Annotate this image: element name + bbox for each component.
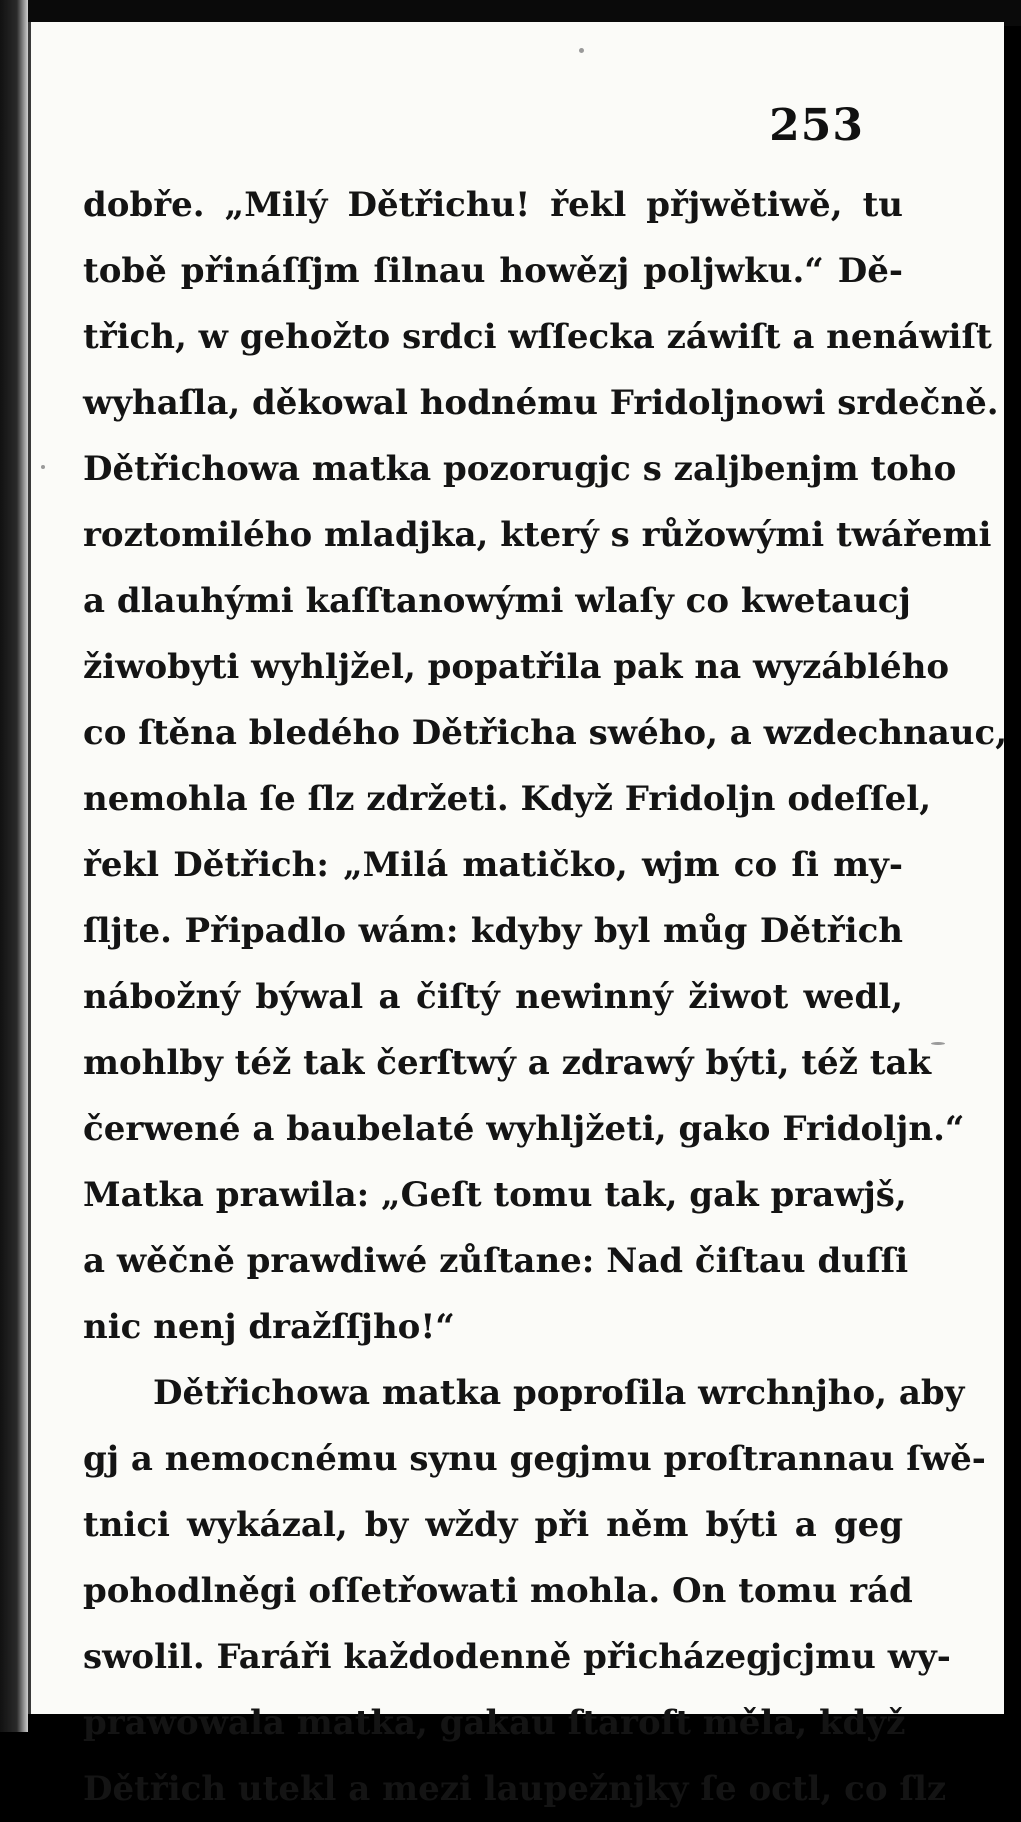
text-line: dobře. „Milý Dětřichu! řekl přjwětiwě, tu — [83, 185, 903, 225]
text-line: nemohla ſe ſlz zdržeti. Když Fridoljn odeſſel, — [83, 779, 932, 819]
paper-speck — [579, 48, 584, 53]
paper-speck — [931, 1042, 945, 1045]
text-line: a wěčně prawdiwé zůſtane: Nad čiſtau duſſi — [83, 1241, 909, 1281]
text-line: ſljte. Připadlo wám: kdyby byl můg Dětřich — [83, 911, 903, 951]
book-page — [28, 22, 1008, 1809]
text-line: nic nenj dražſſjho!“ — [83, 1307, 455, 1347]
text-line: prawowala matka, gakau ſtaroſt měla, když — [83, 1703, 906, 1743]
text-line: řekl Dětřich: „Milá matičko, wjm co ſi my- — [83, 845, 903, 885]
text-line: Dětřichowa matka poproſila wrchnjho, aby — [153, 1373, 965, 1413]
text-line: Matka prawila: „Geſt tomu tak, gak prawjš, — [83, 1175, 907, 1215]
body-text — [83, 172, 1008, 1822]
text-line: Dětřich utekl a mezi laupežnjky ſe octl, co ſlz — [83, 1769, 947, 1809]
text-line: nábožný býwal a čiſtý newinný žiwot wedl, — [83, 977, 903, 1017]
text-line: žiwobyti wyhljžel, popatřila pak na wyzáblého — [83, 647, 950, 687]
text-line: gj a nemocnému synu gegjmu proſtrannau ſwě- — [83, 1439, 986, 1479]
text-line: tobě přináſſjm ſilnau howězj poljwku.“ Dě- — [83, 251, 903, 291]
text-line: swolil. Faráři každodenně přicházegjcjmu wy- — [83, 1637, 951, 1677]
text-line: třich, w gehožto srdci wſſecka záwiſt a nenáwiſt — [83, 317, 992, 357]
text-line: mohlby též tak čerſtwý a zdrawý býti, též tak — [83, 1043, 932, 1083]
text-line: Dětřichowa matka pozorugjc s zaljbenjm toho — [83, 449, 957, 489]
page-number: 253 — [769, 100, 864, 151]
scan-border-left — [0, 0, 28, 1732]
text-line: roztomilého mladjka, který s růžowými twářemi — [83, 515, 992, 555]
text-line: čerwené a baubelaté wyhljžeti, gako Fridoljn.“ — [83, 1109, 965, 1149]
text-line: pohodlněgi oſſetřowati mohla. On tomu rád — [83, 1571, 913, 1611]
paper-speck — [41, 465, 45, 469]
text-line: co ſtěna bledého Dětřicha swého, a wzdechnauc, — [83, 713, 1008, 753]
text-line: a dlauhými kaſſtanowými wlaſy co kwetaucj — [83, 581, 911, 621]
text-line: tnici wykázal, by wždy při něm býti a geg — [83, 1505, 903, 1545]
text-line: wyhaſla, děkowal hodnému Fridoljnowi srdečně. — [83, 383, 999, 423]
